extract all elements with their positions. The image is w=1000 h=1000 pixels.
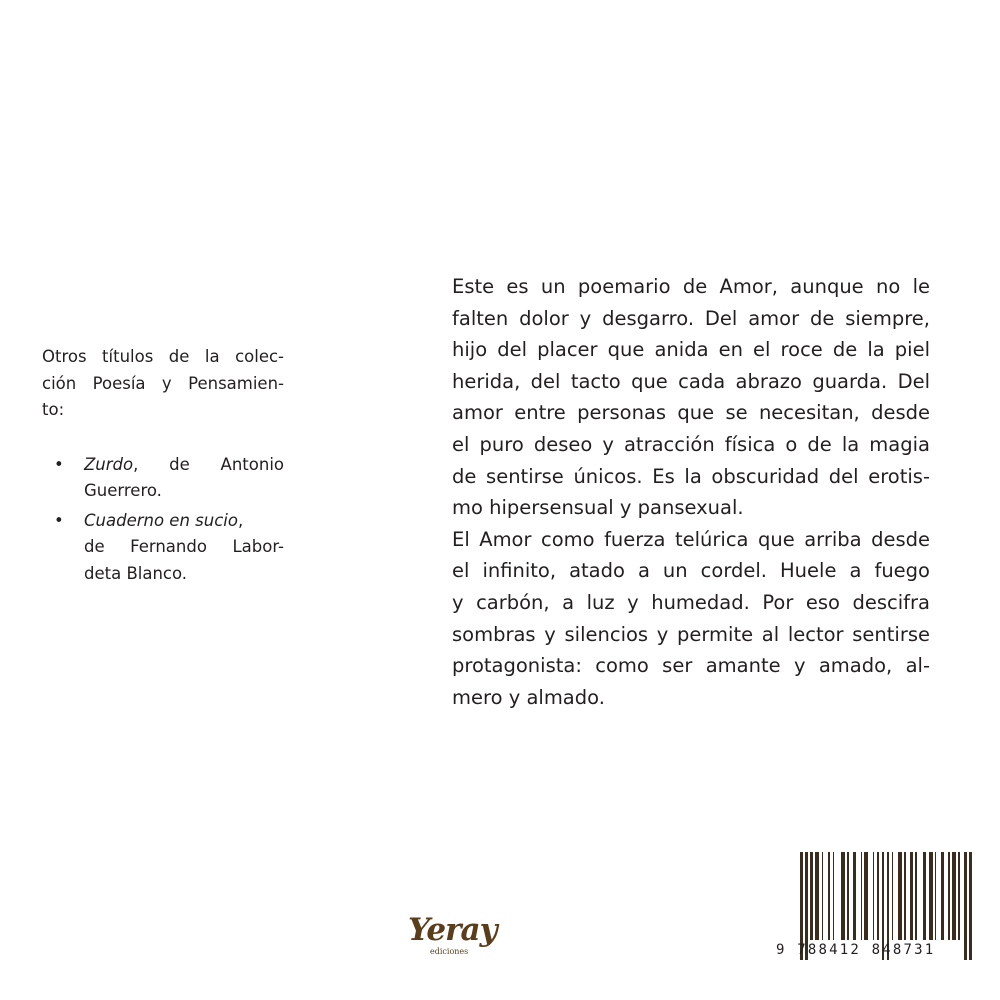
book-title: Cuaderno en sucio <box>84 510 238 530</box>
collection-list-item <box>42 508 284 588</box>
barcode-bar <box>810 852 813 940</box>
barcode-bar <box>892 852 893 940</box>
barcode-bar <box>935 852 936 940</box>
barcode-bar <box>873 852 874 940</box>
barcode-bar <box>828 852 831 940</box>
barcode-bar <box>841 852 845 940</box>
blurb-line: protagonista: como ser amante y amado, al- <box>452 654 930 678</box>
book-author-prefix: , de Antonio <box>133 454 284 474</box>
barcode-bar <box>833 852 834 940</box>
collection-item-line <box>84 508 284 535</box>
barcode-bar <box>904 852 905 940</box>
book-author: Guerrero. <box>84 481 162 500</box>
blurb-line: hijo del placer que anida en el roce de la piel <box>452 338 930 362</box>
isbn-number: 9 788412 848731 <box>776 942 936 958</box>
other-titles-intro-line: Otros títulos de la colec- <box>42 347 284 366</box>
bullet-icon: • <box>54 510 64 530</box>
other-titles-section <box>42 344 284 590</box>
book-author: de Fernando Labor- <box>84 537 284 556</box>
barcode-bar <box>910 852 913 940</box>
barcode-bar <box>929 852 933 940</box>
barcode-bar <box>952 852 956 940</box>
book-title: Zurdo <box>84 454 134 474</box>
barcode-bar <box>847 852 848 940</box>
book-author: deta Blanco. <box>84 563 188 583</box>
blurb-line: de sentirse únicos. Es la obscuridad del erotis- <box>452 464 930 488</box>
barcode-bar <box>853 852 856 940</box>
barcode-bar <box>898 852 902 940</box>
barcode-bar <box>923 852 926 940</box>
barcode-bar <box>915 852 916 940</box>
blurb-line: herida, del tacto que cada abrazo guarda. Del <box>452 369 930 393</box>
other-titles-intro-line: to: <box>42 400 65 419</box>
publisher-logo <box>408 912 498 962</box>
blurb-line: Este es un poemario de Amor, aunque no le <box>452 275 930 298</box>
book-author-prefix: , <box>237 510 244 530</box>
collection-list <box>42 452 284 588</box>
blurb-line: El Amor como fuerza telúrica que arriba desde <box>452 527 930 551</box>
bullet-icon: • <box>54 454 64 474</box>
publisher-logo-wordmark: Yeray <box>408 912 497 948</box>
barcode-bar <box>861 852 862 940</box>
barcode-bar <box>822 852 823 940</box>
publisher-logo-subtitle: ediciones <box>430 947 469 956</box>
blurb-line: el infinito, atado a un cordel. Huele a fuego <box>452 559 930 583</box>
blurb-line: mero y almado. <box>452 685 605 709</box>
barcode-bar <box>864 852 868 940</box>
collection-item-line <box>84 452 284 479</box>
book-blurb <box>452 271 930 713</box>
barcode-bars <box>800 852 972 940</box>
blurb-line: y carbón, a luz y humedad. Por eso descifra <box>452 590 930 614</box>
barcode-bar <box>948 852 949 940</box>
blurb-line: sombras y silencios y permite al lector sentirse <box>452 622 930 646</box>
barcode-bar <box>941 852 944 940</box>
blurb-line: falten dolor y desgarro. Del amor de siempre, <box>452 306 930 330</box>
blurb-line: mo hipersensual y pansexual. <box>452 496 744 520</box>
blurb-line: amor entre personas que se necesitan, desde <box>452 401 930 425</box>
collection-list-item <box>42 452 284 505</box>
barcode-bar <box>958 852 959 940</box>
barcode-bar <box>877 852 880 940</box>
barcode-bar <box>815 852 819 940</box>
blurb-line: el puro deseo y atracción física o de la magia <box>452 432 930 456</box>
other-titles-intro-line: ción Poesía y Pensamien- <box>42 373 284 393</box>
isbn-barcode <box>776 852 976 962</box>
